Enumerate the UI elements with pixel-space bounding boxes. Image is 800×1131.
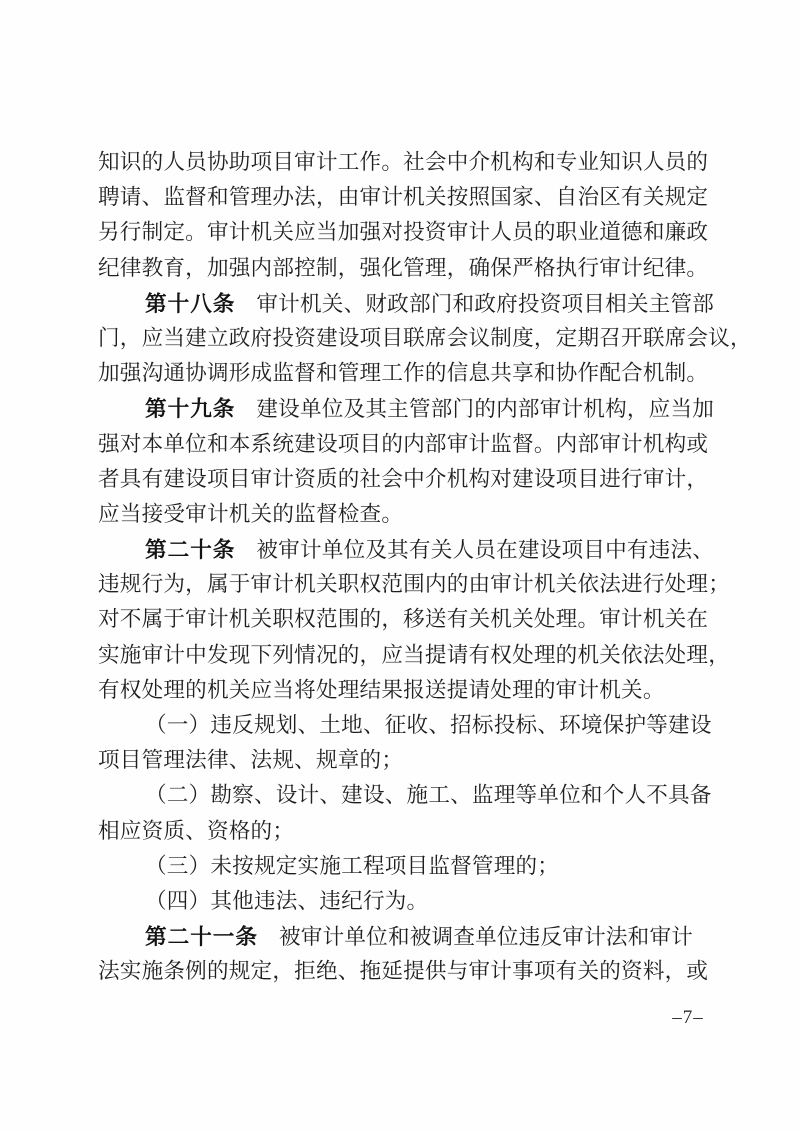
paragraph <box>98 919 714 989</box>
line-text: 项目管理法律、法规、规章的； <box>98 748 404 773</box>
line-text: 强对本单位和本系统建设项目的内部审计监督。内部审计机构或 <box>98 431 709 456</box>
text-line <box>98 356 714 391</box>
text-line <box>98 497 714 532</box>
paragraph <box>98 884 714 919</box>
line-text: 应当接受审计机关的监督检查。 <box>98 501 404 526</box>
article-number: 第十八条 <box>145 290 236 316</box>
line-text: 实施审计中发现下列情况的，应当提请有权处理的机关依法处理， <box>98 642 731 667</box>
line-text: （四）其他违法、违纪行为。 <box>145 888 429 913</box>
text-line <box>98 673 714 708</box>
text-line <box>98 251 714 286</box>
document-body <box>98 145 752 990</box>
page-number: –7– <box>672 1007 704 1028</box>
line-text: 相应资质、资格的； <box>98 818 295 843</box>
text-line <box>98 884 714 919</box>
text-line <box>98 849 714 884</box>
text-line <box>98 638 731 673</box>
text-line <box>98 286 714 321</box>
paragraph <box>98 286 752 392</box>
line-text: 建设单位及其主管部门的内部审计机构，应当加 <box>256 397 715 422</box>
article-number: 第二十条 <box>145 537 236 563</box>
text-line <box>98 778 714 813</box>
paragraph <box>98 778 714 848</box>
text-line <box>98 743 714 778</box>
text-line <box>98 427 714 462</box>
text-line <box>98 145 714 180</box>
paragraph <box>98 145 714 286</box>
line-text: 者具有建设项目审计资质的社会中介机构对建设项目进行审计， <box>98 466 709 491</box>
paragraph <box>98 532 731 708</box>
text-line <box>98 321 752 356</box>
text-line <box>98 814 714 849</box>
paragraph <box>98 708 714 778</box>
article-number: 第十九条 <box>145 396 236 422</box>
line-text: 加强沟通协调形成监督和管理工作的信息共享和协作配合机制。 <box>98 361 709 386</box>
line-text: 门，应当建立政府投资建设项目联席会议制度，定期召开联席会议， <box>98 325 752 350</box>
text-line <box>98 532 714 567</box>
paragraph <box>98 391 714 532</box>
text-line <box>98 567 731 602</box>
line-text: （二）勘察、设计、建设、施工、监理等单位和个人不具备 <box>145 783 712 808</box>
text-line <box>98 602 714 637</box>
article-number: 第二十一条 <box>145 924 258 950</box>
text-line <box>98 215 714 250</box>
text-line <box>98 462 714 497</box>
line-text: （一）违反规划、土地、征收、招标投标、环境保护等建设 <box>145 713 712 737</box>
line-text: 审计机关、财政部门和政府投资项目相关主管部 <box>256 291 715 316</box>
text-line <box>98 180 714 215</box>
text-line <box>98 954 714 989</box>
line-text: 违规行为，属于审计机关职权范围内的由审计机关依法进行处理； <box>98 572 731 597</box>
line-text: 法实施条例的规定，拒绝、拖延提供与审计事项有关的资料，或 <box>98 959 709 984</box>
line-text: 纪律教育，加强内部控制，强化管理，确保严格执行审计纪律。 <box>98 255 709 280</box>
line-text: 被审计单位和被调查单位违反审计法和审计 <box>278 925 694 950</box>
line-text: 被审计单位及其有关人员在建设项目中有违法、 <box>256 538 715 563</box>
line-text: （三）未按规定实施工程项目监督管理的； <box>145 853 560 878</box>
text-line <box>98 391 714 426</box>
line-text: 有权处理的机关应当将处理结果报送提请处理的审计机关。 <box>98 677 665 702</box>
line-text: 聘请、监督和管理办法，由审计机关按照国家、自治区有关规定 <box>98 185 709 210</box>
line-text: 另行制定。审计机关应当加强对投资审计人员的职业道德和廉政 <box>98 220 709 245</box>
text-line <box>98 708 714 743</box>
line-text: 对不属于审计机关职权范围的，移送有关机关处理。审计机关在 <box>98 607 709 632</box>
line-text: 知识的人员协助项目审计工作。社会中介机构和专业知识人员的 <box>98 150 709 174</box>
paragraph <box>98 849 714 884</box>
text-line <box>98 919 714 954</box>
